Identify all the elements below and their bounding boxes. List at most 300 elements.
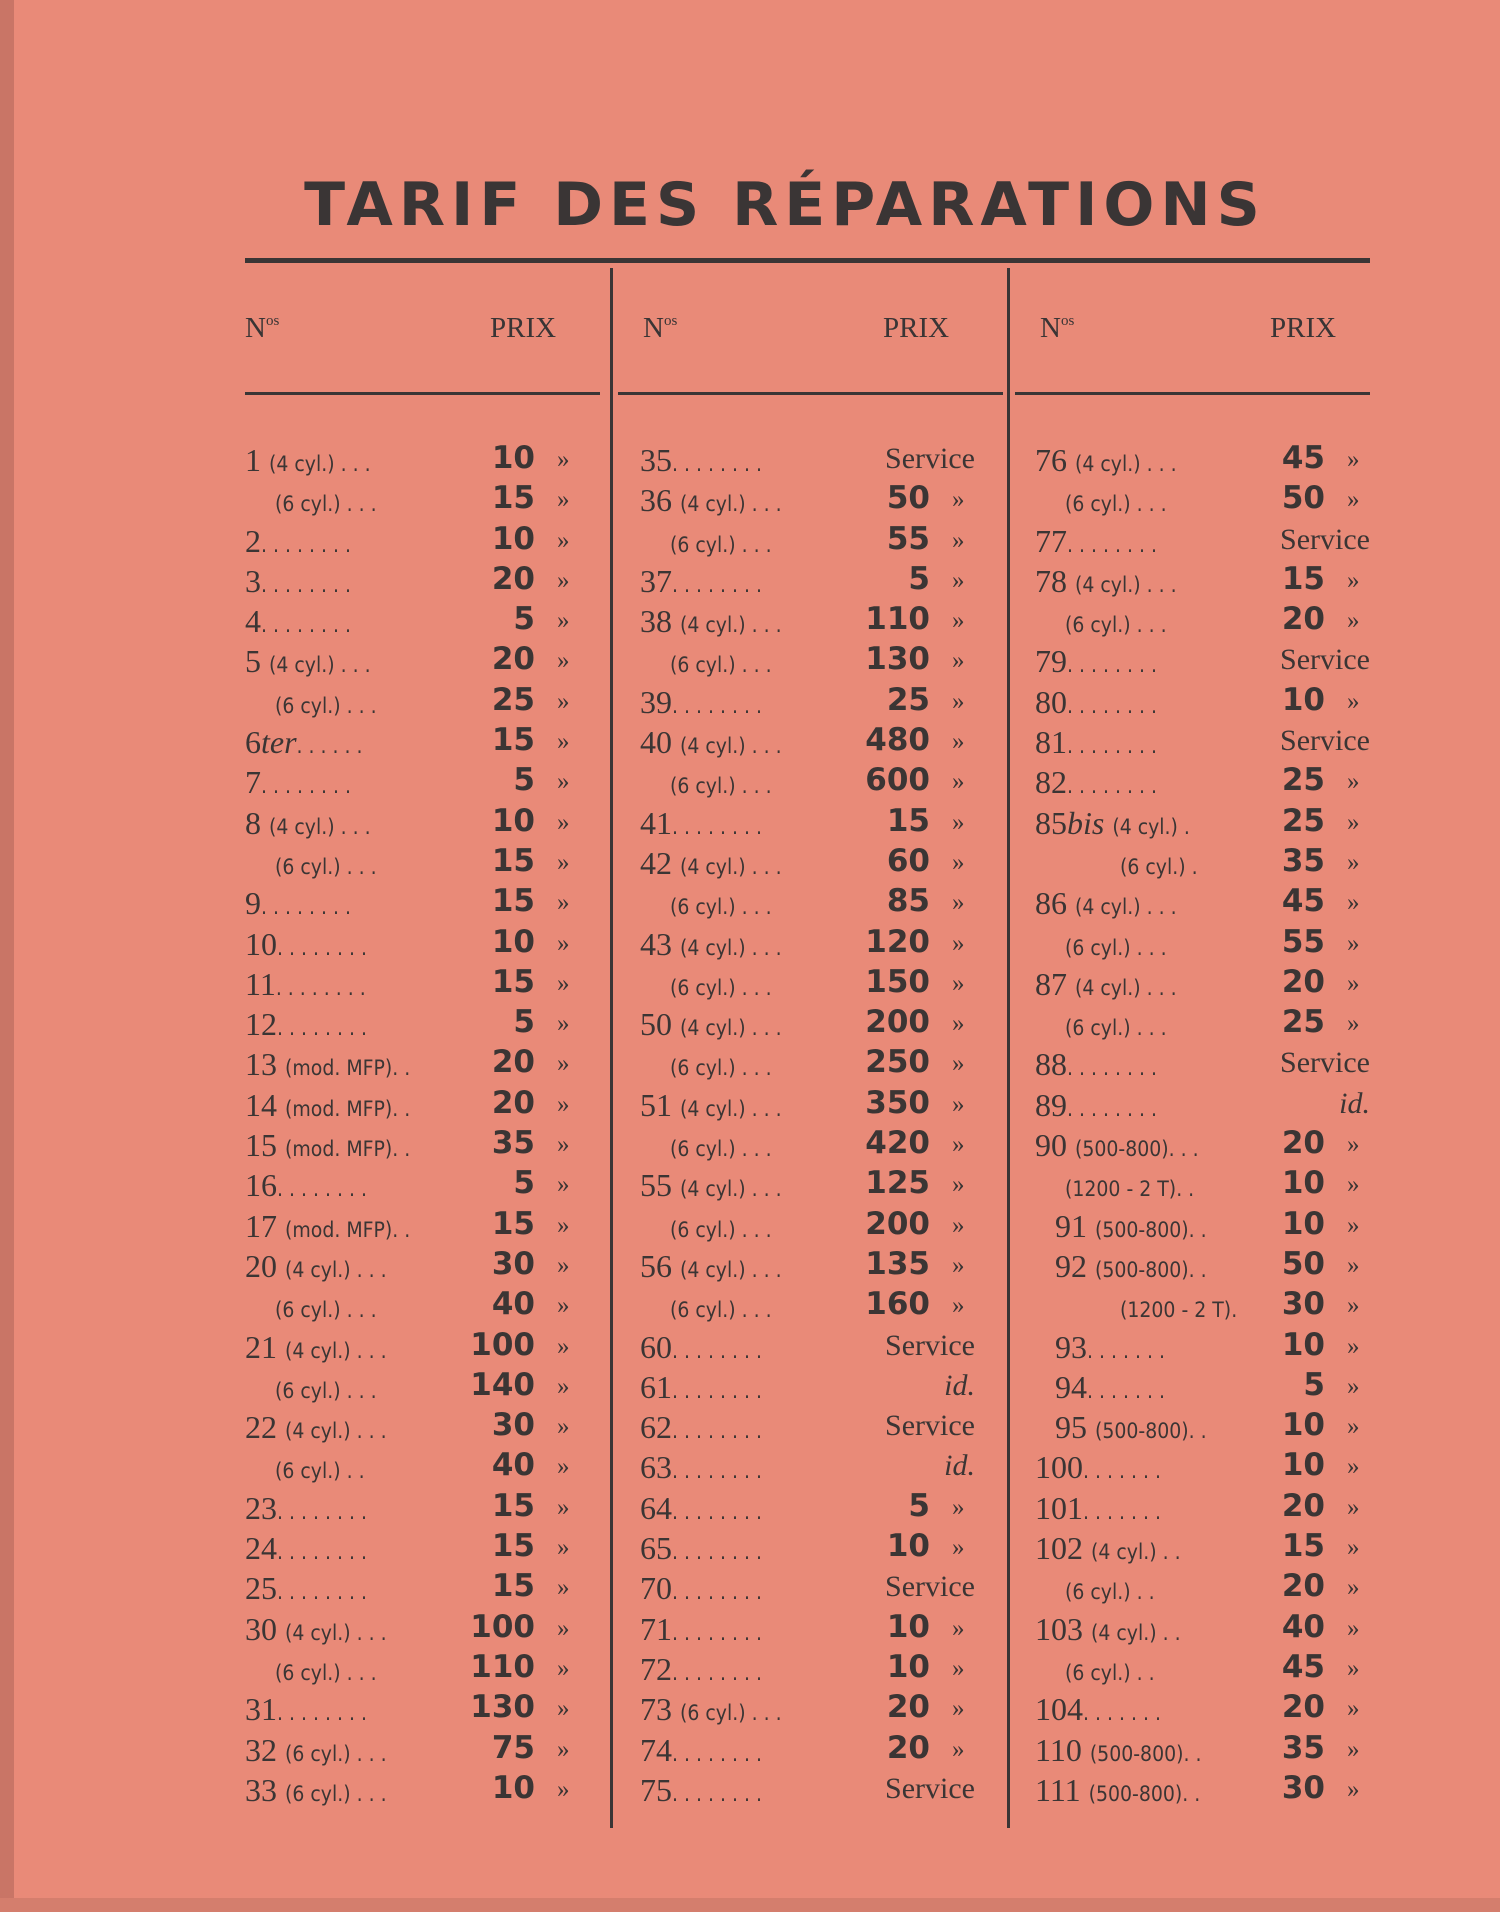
repair-number: 65. . . . . . . . [640, 1530, 762, 1567]
leader-dots: . . . [340, 693, 377, 718]
leader-dots: . . . [735, 1137, 772, 1162]
repair-spec: (4 cyl.) [680, 854, 746, 879]
price-value: 60 [886, 842, 930, 879]
repair-number: 70. . . . . . . . [640, 1570, 762, 1607]
franc-mark: » [1347, 1775, 1360, 1803]
tariff-row [1035, 1165, 1395, 1205]
price-value: 140 [470, 1366, 535, 1403]
leader-dots: . . . . . . . [1087, 1338, 1165, 1363]
tariff-row [245, 803, 605, 843]
repair-number: 41. . . . . . . . [640, 804, 762, 841]
leader-dots: . . . . . . . . [672, 1499, 762, 1524]
price-value: 10 [1281, 1165, 1325, 1202]
leader-dots: . . . [340, 1660, 377, 1685]
tariff-row [245, 1085, 605, 1125]
repair-spec: (6 cyl.) [1065, 492, 1131, 517]
repair-number: 39. . . . . . . . [640, 683, 762, 720]
page-title: TARIF DES RÉPARATIONS [304, 170, 1266, 240]
price-value: 110 [470, 1648, 535, 1685]
leader-dots: . . . [745, 1096, 782, 1121]
price-value: 10 [491, 802, 535, 839]
tariff-row [640, 1609, 1000, 1649]
leader-dots: . . . . . . . [1083, 1459, 1161, 1484]
repair-spec: (6 cyl.) [670, 975, 736, 1000]
repair-number: 77. . . . . . . . [1035, 522, 1157, 559]
repair-spec: (4 cyl.) [1075, 452, 1141, 476]
prix-label: PRIX [1270, 312, 1337, 344]
leader-dots: . . . [745, 613, 782, 638]
tariff-row [640, 803, 1000, 843]
leader-dots: . . [1156, 1620, 1181, 1645]
price-note: Service [1280, 724, 1370, 758]
repair-number: 91 (500-800). . [1055, 1207, 1207, 1244]
franc-mark: » [557, 1211, 570, 1239]
price-value: 480 [865, 722, 930, 759]
tariff-row [640, 964, 1000, 1004]
tariff-row [245, 1407, 605, 1447]
leader-dots: . . . . . . . . [1067, 774, 1157, 799]
tariff-row [640, 521, 1000, 561]
repair-number [275, 1651, 377, 1688]
tariff-row [1035, 1609, 1395, 1649]
franc-mark: » [952, 1534, 965, 1562]
repair-number [275, 1369, 377, 1406]
franc-mark: » [952, 848, 965, 876]
repair-number: 36 (4 cyl.) . . . [640, 482, 782, 519]
tariff-row [1035, 682, 1395, 722]
franc-mark: » [1347, 607, 1360, 635]
repair-number: 79. . . . . . . . [1035, 643, 1157, 680]
repair-number: 9. . . . . . . . [245, 885, 351, 922]
franc-mark: » [1347, 1251, 1360, 1279]
repair-number: 72. . . . . . . . [640, 1650, 762, 1687]
tariff-row [640, 1206, 1000, 1246]
leader-dots: . [1185, 854, 1198, 879]
price-value: 20 [491, 560, 535, 597]
repair-spec: (mod. MFP) [285, 1217, 393, 1242]
repair-number: 30 (4 cyl.) . . . [245, 1610, 387, 1647]
franc-mark: » [952, 486, 965, 514]
repair-number: 92 (500-800). . [1055, 1247, 1207, 1284]
tariff-row [640, 762, 1000, 802]
leader-dots: . . . . . . . . [277, 1499, 367, 1524]
repair-spec: (4 cyl.) [680, 1257, 746, 1282]
leader-dots: . . . . . . . . [277, 935, 367, 960]
repair-number [670, 1127, 772, 1164]
repair-number [670, 1208, 772, 1245]
repair-number: 94. . . . . . . [1055, 1368, 1165, 1405]
leader-dots: . . . [735, 653, 772, 678]
tariff-row [640, 601, 1000, 641]
tariff-row [640, 1367, 1000, 1407]
repair-spec: (6 cyl.) [670, 1217, 736, 1242]
leader-dots: . . . [745, 854, 782, 879]
tariff-row [1035, 722, 1395, 762]
price-note: Service [885, 1570, 975, 1604]
franc-mark: » [952, 1171, 965, 1199]
repair-number: 104. . . . . . . [1035, 1691, 1161, 1728]
price-value: 10 [1281, 1205, 1325, 1242]
leader-dots: . . . [745, 935, 782, 960]
repair-number: 62. . . . . . . . [640, 1409, 762, 1446]
leader-dots: . . [1188, 1419, 1207, 1444]
franc-mark: » [952, 1050, 965, 1078]
tariff-row [1035, 1004, 1395, 1044]
franc-mark: » [557, 1453, 570, 1481]
tariff-row [640, 641, 1000, 681]
tariff-row [640, 1085, 1000, 1125]
franc-mark: » [557, 1695, 570, 1723]
leader-dots: . . . [735, 774, 772, 799]
price-value: 10 [886, 1608, 930, 1645]
franc-mark: » [1347, 1453, 1360, 1481]
tariff-row [245, 641, 605, 681]
leader-dots: . . . . . . . . [672, 1338, 762, 1363]
repair-spec: (500-800) [1089, 1741, 1184, 1766]
repair-number: 33 (6 cyl.) . . . [245, 1771, 387, 1808]
repair-number: 74. . . . . . . . [640, 1731, 762, 1768]
repair-spec: (6 cyl.) [285, 1781, 351, 1806]
tariff-row [640, 682, 1000, 722]
leader-dots: . . . . . . . . [672, 1660, 762, 1685]
repair-spec: (6 cyl.) [1065, 1580, 1131, 1605]
franc-mark: » [1347, 1534, 1360, 1562]
repair-number: 1 (4 cyl.) . . . [245, 442, 371, 478]
price-value: 40 [491, 1447, 535, 1484]
repair-number: 85bis (4 cyl.) . [1035, 804, 1190, 841]
repair-spec: (6 cyl.) [670, 1298, 736, 1323]
franc-mark: » [952, 1654, 965, 1682]
tariff-row [245, 762, 605, 802]
tariff-row [640, 1488, 1000, 1528]
leader-dots: . . . [1130, 613, 1167, 638]
price-note: Service [885, 1409, 975, 1443]
column-divider-2 [1007, 268, 1010, 1828]
price-value: 20 [886, 1689, 930, 1726]
franc-mark: » [557, 808, 570, 836]
repair-number: 4. . . . . . . . [245, 603, 351, 640]
leader-dots: . . . . . . . . [672, 1620, 762, 1645]
repair-spec: (4 cyl.) [680, 935, 746, 960]
price-value: 10 [1281, 681, 1325, 718]
price-value: 35 [1281, 1729, 1325, 1766]
tariff-row [245, 440, 605, 480]
tariff-row [640, 1004, 1000, 1044]
franc-mark: » [557, 969, 570, 997]
leader-dots: . . . [334, 452, 371, 476]
price-value: 20 [1281, 1568, 1325, 1605]
franc-mark: » [1347, 1614, 1360, 1642]
leader-dots: . . . . . . . . [1067, 1096, 1157, 1121]
tariff-row [245, 1528, 605, 1568]
leader-dots: . [1177, 814, 1190, 839]
price-note: Service [1280, 1046, 1370, 1080]
tariff-row [245, 843, 605, 883]
tariff-row [640, 1286, 1000, 1326]
price-value: 10 [1281, 1447, 1325, 1484]
repair-number [670, 764, 772, 801]
tariff-row [640, 843, 1000, 883]
franc-mark: » [557, 848, 570, 876]
tariff-row [640, 1246, 1000, 1286]
price-value: 10 [886, 1648, 930, 1685]
tariff-row [640, 1730, 1000, 1770]
tariff-row [245, 521, 605, 561]
prix-label: PRIX [883, 312, 950, 344]
repair-number: 100. . . . . . . [1035, 1449, 1161, 1486]
repair-number: 89. . . . . . . . [1035, 1086, 1157, 1123]
repair-spec: (6 cyl.) [275, 1459, 341, 1484]
tariff-row [1035, 1488, 1395, 1528]
repair-number [275, 684, 377, 721]
franc-mark: » [557, 1050, 570, 1078]
tariff-row [245, 1730, 605, 1770]
repair-spec: (4 cyl.) [285, 1620, 351, 1645]
repair-number [670, 966, 772, 1003]
repair-spec: (6 cyl.) [275, 1660, 341, 1685]
tariff-column-1 [245, 440, 605, 1810]
leader-dots: . . . [1140, 975, 1177, 1000]
tariff-row [1035, 1206, 1395, 1246]
repair-number: 75. . . . . . . . [640, 1771, 762, 1808]
repair-number: 80. . . . . . . . [1035, 683, 1157, 720]
franc-mark: » [557, 1614, 570, 1642]
repair-number: 31. . . . . . . . [245, 1691, 367, 1728]
repair-spec: (4 cyl.) [1091, 1620, 1157, 1645]
leader-dots: . . . . . . . . [672, 1378, 762, 1403]
repair-spec: (mod. MFP) [285, 1056, 393, 1081]
leader-dots: . . . . . . . . [672, 572, 762, 597]
franc-mark: » [952, 808, 965, 836]
franc-mark: » [557, 1372, 570, 1400]
tariff-row [1035, 1730, 1395, 1770]
leader-dots: . . . [350, 1741, 387, 1766]
tariff-row [245, 682, 605, 722]
price-value: 5 [908, 560, 930, 597]
leader-dots: . . [1188, 1217, 1207, 1242]
repair-number [670, 523, 772, 560]
tariff-row [640, 924, 1000, 964]
franc-mark: » [557, 768, 570, 796]
leader-dots: . . . [350, 1781, 387, 1806]
tariff-row [640, 883, 1000, 923]
price-value: 20 [1281, 1487, 1325, 1524]
franc-mark: » [1347, 1493, 1360, 1521]
tariff-row [245, 480, 605, 520]
tariff-row [1035, 1568, 1395, 1608]
repair-number: 20 (4 cyl.) . . . [245, 1247, 387, 1284]
price-value: 30 [1281, 1286, 1325, 1323]
franc-mark: » [557, 1574, 570, 1602]
leader-dots: . . . [745, 492, 782, 517]
leader-dots: . . [392, 1096, 411, 1121]
franc-mark: » [557, 728, 570, 756]
franc-mark: » [952, 929, 965, 957]
leader-dots: . . . [1140, 895, 1177, 920]
repair-spec: (6 cyl.) [275, 854, 341, 879]
price-value: 25 [1281, 762, 1325, 799]
repair-spec: (4 cyl.) [285, 1257, 351, 1282]
franc-mark: » [952, 889, 965, 917]
tariff-row [245, 1004, 605, 1044]
repair-number: 38 (4 cyl.) . . . [640, 603, 782, 640]
repair-number [670, 1288, 772, 1325]
repair-number: 23. . . . . . . . [245, 1489, 367, 1526]
repair-number: 86 (4 cyl.) . . . [1035, 885, 1177, 922]
leader-dots: . . . [735, 1217, 772, 1242]
leader-dots: . . . . . . . . [1067, 532, 1157, 557]
franc-mark: » [557, 687, 570, 715]
repair-number: 61. . . . . . . . [640, 1368, 762, 1405]
tariff-row [1035, 762, 1395, 802]
repair-spec: (6 cyl.) [275, 693, 341, 718]
leader-dots: . . . . . . . . [672, 1580, 762, 1605]
leader-dots: . . . [350, 1620, 387, 1645]
franc-mark: » [557, 1010, 570, 1038]
franc-mark: » [1347, 889, 1360, 917]
leader-dots: . . . . . . . . [261, 572, 351, 597]
price-value: 250 [865, 1044, 930, 1081]
franc-mark: » [557, 566, 570, 594]
repair-number: 103 (4 cyl.) . . [1035, 1610, 1181, 1647]
price-value: 150 [865, 963, 930, 1000]
repair-number: 6ter. . . . . . [245, 724, 363, 761]
tariff-row [1035, 1689, 1395, 1729]
leader-dots: . . . . . . . . [261, 532, 351, 557]
price-value: 15 [491, 883, 535, 920]
price-value: 350 [865, 1084, 930, 1121]
franc-mark: » [557, 607, 570, 635]
column-divider-1 [610, 268, 613, 1828]
franc-mark: » [952, 1614, 965, 1642]
leader-dots: . . [392, 1217, 411, 1242]
leader-dots: . . . [1140, 572, 1177, 597]
repair-number: 51 (4 cyl.) . . . [640, 1086, 782, 1123]
repair-number: 3. . . . . . . . [245, 562, 351, 599]
price-value: 45 [1281, 883, 1325, 920]
price-value: 15 [1281, 1528, 1325, 1565]
leader-dots: . . [1183, 1741, 1202, 1766]
franc-mark: » [1347, 1332, 1360, 1360]
leader-dots: . . . . . . . . [672, 1459, 762, 1484]
leader-dots: . . . . . . . . [275, 975, 366, 1000]
franc-mark: » [557, 1292, 570, 1320]
franc-mark: » [557, 1654, 570, 1682]
price-value: 20 [1281, 601, 1325, 638]
repair-number [670, 885, 772, 922]
repair-spec: (4 cyl.) [1075, 895, 1141, 920]
repair-number [670, 1046, 772, 1083]
leader-dots: . . [392, 1056, 411, 1081]
price-value: 20 [1281, 1125, 1325, 1162]
prix-label: PRIX [490, 312, 557, 344]
price-value: 15 [491, 1487, 535, 1524]
price-value: 20 [1281, 1689, 1325, 1726]
tariff-row [245, 964, 605, 1004]
tariff-row [640, 480, 1000, 520]
leader-dots: . . . [350, 1338, 387, 1363]
repair-number: 63. . . . . . . . [640, 1449, 762, 1486]
repair-spec: (mod. MFP) [285, 1137, 393, 1162]
repair-number: 8 (4 cyl.) . . . [245, 804, 371, 841]
tariff-row [640, 1327, 1000, 1367]
repair-number: 88. . . . . . . . [1035, 1046, 1157, 1083]
repair-number: 111 (500-800). . [1035, 1771, 1201, 1808]
tariff-row [245, 1165, 605, 1205]
franc-mark: » [557, 1171, 570, 1199]
tariff-row [640, 1568, 1000, 1608]
price-value: 15 [491, 1528, 535, 1565]
leader-dots: . . . [350, 1419, 387, 1444]
price-value: 45 [1281, 440, 1325, 476]
title-rule [245, 258, 1370, 263]
price-value: 20 [491, 1084, 535, 1121]
repair-number: 42 (4 cyl.) . . . [640, 844, 782, 881]
leader-dots: . . . . . . . . [1067, 734, 1157, 759]
leader-dots: . . . [745, 1177, 782, 1202]
repair-number: 60. . . . . . . . [640, 1328, 762, 1365]
tariff-row [245, 1246, 605, 1286]
tariff-row [640, 1407, 1000, 1447]
repair-number [1065, 603, 1167, 640]
price-value: 15 [491, 1205, 535, 1242]
price-note: Service [885, 442, 975, 475]
leader-dots: . . . . . . . . [672, 1419, 762, 1444]
repair-number [275, 482, 377, 519]
repair-number: 16. . . . . . . . [245, 1167, 367, 1204]
franc-mark: » [952, 1493, 965, 1521]
tariff-row [640, 1689, 1000, 1729]
price-value: 130 [865, 641, 930, 678]
page-bottom-edge [0, 1898, 1500, 1912]
repair-number: 32 (6 cyl.) . . . [245, 1731, 387, 1768]
price-value: 100 [470, 1608, 535, 1645]
franc-mark: » [952, 1211, 965, 1239]
price-value: 40 [1281, 1608, 1325, 1645]
repair-number: 81. . . . . . . . [1035, 724, 1157, 761]
franc-mark: » [557, 1775, 570, 1803]
repair-spec: (6 cyl.) [670, 774, 736, 799]
franc-mark: » [952, 1695, 965, 1723]
repair-spec: (4 cyl.) [680, 613, 746, 638]
repair-spec: (6 cyl.) [1120, 854, 1186, 879]
repair-number: 64. . . . . . . . [640, 1489, 762, 1526]
leader-dots: . . . [735, 975, 772, 1000]
price-note: id. [944, 1368, 975, 1402]
price-value: 5 [513, 1004, 535, 1041]
franc-mark: » [952, 768, 965, 796]
leader-dots: . . . . . . . [1087, 1378, 1165, 1403]
leader-dots: . . . [1130, 1016, 1167, 1041]
tariff-row [1035, 1246, 1395, 1286]
tariff-row [1035, 1367, 1395, 1407]
franc-mark: » [1347, 1010, 1360, 1038]
repair-number: 73 (6 cyl.) . . . [640, 1691, 782, 1728]
price-note: id. [944, 1449, 975, 1483]
price-value: 15 [886, 802, 930, 839]
repair-spec: (6 cyl.) [1065, 1016, 1131, 1041]
repair-spec: (mod. MFP) [285, 1096, 393, 1121]
repair-spec: (1200 - 2 T) [1065, 1177, 1177, 1202]
repair-spec: (1200 - 2 T) [1120, 1298, 1232, 1323]
franc-mark: » [557, 486, 570, 514]
tariff-row [245, 1488, 605, 1528]
repair-spec: (4 cyl.) [269, 452, 335, 476]
price-value: 15 [491, 722, 535, 759]
leader-dots: . . . . . . . . [672, 693, 762, 718]
repair-spec: (6 cyl.) [680, 1701, 746, 1726]
tariff-row [1035, 1447, 1395, 1487]
